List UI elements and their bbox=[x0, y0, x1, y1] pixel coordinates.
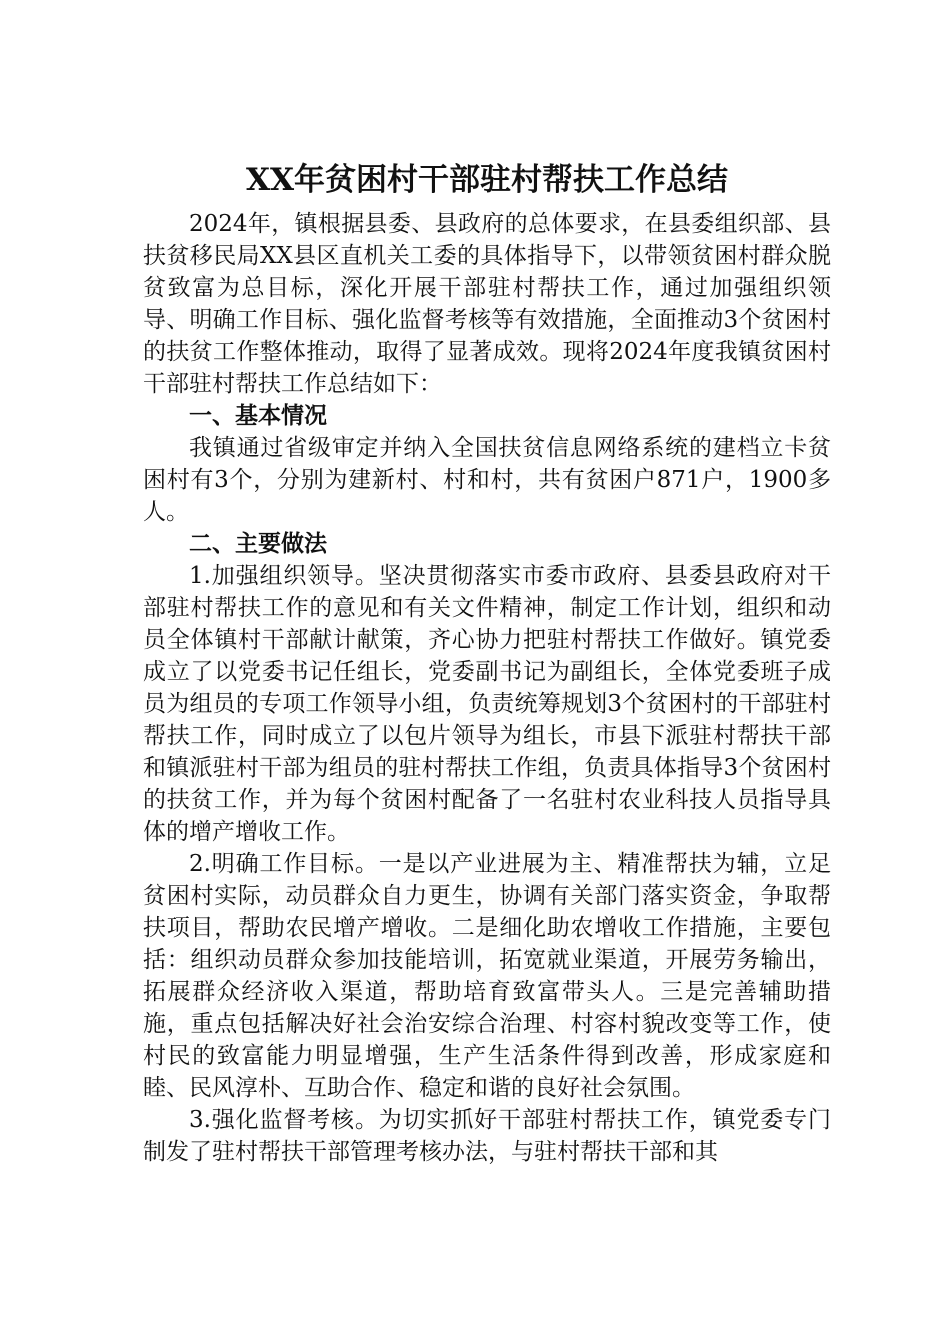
document-title: XX年贫困村干部驻村帮扶工作总结 bbox=[245, 162, 729, 198]
practice-item-3-paragraph: 3.强化监督考核。为切实抓好干部驻村帮扶工作，镇党委专门制发了驻村帮扶干部管理考核办法，与驻村帮扶干部和其 bbox=[143, 1107, 831, 1165]
practice-item-2-paragraph: 2.明确工作目标。一是以产业进展为主、精准帮扶为辅，立足贫困村实际，动员群众自力更生，协调有关部门落实资金，争取帮扶项目，帮助农民增产增收。二是细化助农增收工作措施，主要包括：组织动员群众参加技能培训，拓宽就业渠道，开展劳务输出，拓展群众经济收入渠道，帮助培育致富带头人。三是完善辅助措施，重点包括解决好社会治安综合治理、村容村貌改变等工作，使村民的致富能力明显增强，生产生活条件得到改善，形成家庭和睦、民风淳朴、互助合作、稳定和谐的良好社会氛围。 bbox=[143, 851, 831, 1101]
practice-item-1-paragraph: 1.加强组织领导。坚决贯彻落实市委市政府、县委县政府对干部驻村帮扶工作的意见和有关文件精神，制定工作计划，组织和动员全体镇村干部献计献策，齐心协力把驻村帮扶工作做好。镇党委成立了以党委书记任组长，党委副书记为副组长，全体党委班子成员为组员的专项工作领导小组，负责统筹规划3个贫困村的干部驻村帮扶工作，同时成立了以包片领导为组长，市县下派驻村帮扶干部和镇派驻村干部为组员的驻村帮扶工作组，负责具体指导3个贫困村的扶贫工作，并为每个贫困村配备了一名驻村农业科技人员指导具体的增产增收工作。 bbox=[143, 563, 831, 845]
section-heading-main-practices: 二、主要做法 bbox=[189, 530, 327, 557]
basic-situation-paragraph: 我镇通过省级审定并纳入全国扶贫信息网络系统的建档立卡贫困村有3个，分别为建新村、村和村，共有贫困户871户，1900多人。 bbox=[143, 435, 831, 525]
section-heading-basic-situation: 一、基本情况 bbox=[189, 402, 327, 429]
document-page bbox=[143, 158, 831, 1168]
intro-paragraph: 2024年，镇根据县委、县政府的总体要求，在县委组织部、县扶贫移民局XX县区直机关工委的具体指导下，以带领贫困村群众脱贫致富为总目标，深化开展干部驻村帮扶工作，通过加强组织领导、明确工作目标、强化监督考核等有效措施，全面推动3个贫困村的扶贫工作整体推动，取得了显著成效。现将2024年度我镇贫困村干部驻村帮扶工作总结如下： bbox=[143, 211, 831, 397]
